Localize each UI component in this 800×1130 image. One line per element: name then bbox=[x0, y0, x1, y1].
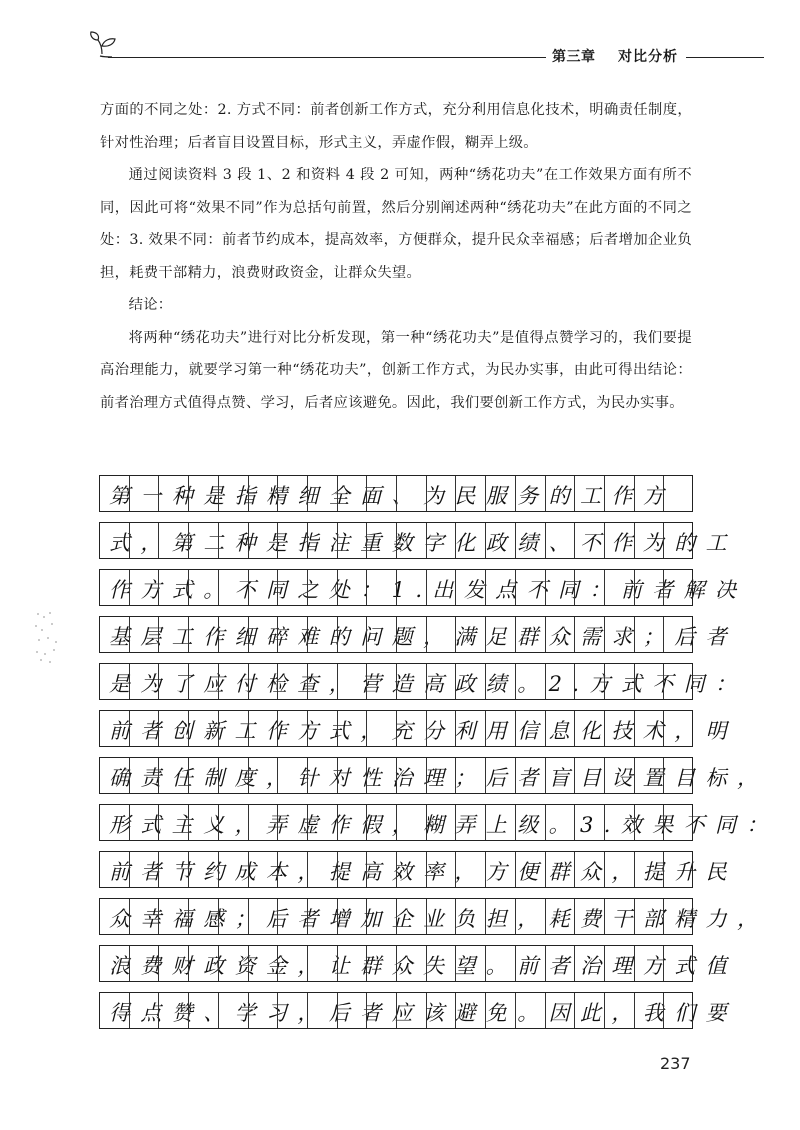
grid-cell-divider bbox=[307, 570, 308, 605]
grid-cell-divider bbox=[396, 664, 397, 699]
grid-row-text: 得点赞、学习，后者应该避免。因此，我们要 bbox=[109, 1001, 737, 1025]
grid-cell-divider bbox=[366, 758, 367, 793]
grid-cell-divider bbox=[515, 852, 516, 887]
grid-cell-divider bbox=[158, 805, 159, 840]
grid-cell-divider bbox=[337, 476, 338, 511]
grid-cell-divider bbox=[307, 476, 308, 511]
grid-cell-divider bbox=[634, 523, 635, 558]
grid-cell-divider bbox=[307, 805, 308, 840]
page-header bbox=[88, 30, 768, 74]
grid-cell-divider bbox=[366, 946, 367, 981]
grid-cell-divider bbox=[426, 993, 427, 1028]
grid-cell-divider bbox=[545, 899, 546, 934]
grid-cell-divider bbox=[574, 617, 575, 652]
paragraph-methods-continued: 方面的不同之处：2. 方式不同：前者创新工作方式，充分利用信息化技术，明确责任制度，针对性治理；后者盲目设置目标，形式主义，弄虚作假，糊弄上级。 bbox=[100, 102, 692, 151]
grid-cell-divider bbox=[158, 899, 159, 934]
grid-cell-divider bbox=[455, 711, 456, 746]
grid-cell-divider bbox=[366, 805, 367, 840]
grid-cell-divider bbox=[158, 617, 159, 652]
grid-cell-divider bbox=[188, 852, 189, 887]
grid-cell-divider bbox=[188, 993, 189, 1028]
grid-row-text: 众幸福感；后者增加企业负担，耗费干部精力， bbox=[109, 907, 769, 931]
answer-grid bbox=[99, 475, 778, 1039]
grid-cell-divider bbox=[515, 993, 516, 1028]
grid-cell-divider bbox=[188, 899, 189, 934]
grid-cell-divider bbox=[188, 711, 189, 746]
grid-cell-divider bbox=[158, 946, 159, 981]
grid-cell-divider bbox=[485, 946, 486, 981]
grid-cell-divider bbox=[129, 523, 130, 558]
grid-cell-divider bbox=[396, 805, 397, 840]
grid-cell-divider bbox=[277, 523, 278, 558]
grid-cell-divider bbox=[604, 946, 605, 981]
grid-cell-divider bbox=[277, 617, 278, 652]
grid-cell-divider bbox=[307, 899, 308, 934]
grid-cell-divider bbox=[218, 523, 219, 558]
grid-cell-divider bbox=[248, 993, 249, 1028]
grid-cell-divider bbox=[515, 946, 516, 981]
grid-cell-divider bbox=[515, 476, 516, 511]
grid-cell-divider bbox=[188, 570, 189, 605]
grid-cell-divider bbox=[574, 946, 575, 981]
grid-cell-divider bbox=[366, 711, 367, 746]
grid-cell-divider bbox=[366, 899, 367, 934]
grid-row-text: 第一种是指精细全面、为民服务的工作方 bbox=[109, 484, 675, 508]
grid-cell-divider bbox=[545, 711, 546, 746]
grid-row-text: 基层工作细碎难的问题，满足群众需求；后者 bbox=[109, 625, 737, 649]
grid-cell-divider bbox=[426, 523, 427, 558]
grid-cell-divider bbox=[515, 570, 516, 605]
grid-cell-divider bbox=[485, 993, 486, 1028]
chapter-label: 第三章 bbox=[552, 49, 596, 65]
grid-cell-divider bbox=[248, 664, 249, 699]
grid-cell-divider bbox=[337, 664, 338, 699]
grid-cell-divider bbox=[515, 899, 516, 934]
grid-cell-divider bbox=[277, 993, 278, 1028]
grid-cell-divider bbox=[366, 993, 367, 1028]
grid-cell-divider bbox=[634, 476, 635, 511]
grid-cell-divider bbox=[337, 523, 338, 558]
grid-cell-divider bbox=[248, 570, 249, 605]
grid-cell-divider bbox=[337, 852, 338, 887]
grid-cell-divider bbox=[337, 711, 338, 746]
grid-cell-divider bbox=[545, 946, 546, 981]
grid-cell-divider bbox=[248, 946, 249, 981]
paragraph-conclusion: 将两种“绣花功夫”进行对比分析发现，第一种“绣花功夫”是值得点赞学习的，我们要提高治理能力，就要学习第一种“绣花功夫”，创新工作方式，为民办实事，由此可得出结论：前者治理方式值得点赞、学习，后者应该避免。因此，我们要创新工作方式，为民办实事。 bbox=[100, 329, 692, 411]
grid-row bbox=[99, 569, 747, 606]
grid-cell-divider bbox=[248, 852, 249, 887]
grid-cell-divider bbox=[307, 664, 308, 699]
grid-cell-divider bbox=[485, 476, 486, 511]
grid-cell-divider bbox=[426, 570, 427, 605]
grid-cell-divider bbox=[574, 758, 575, 793]
grid-cell-divider bbox=[366, 664, 367, 699]
grid-cell-divider bbox=[218, 617, 219, 652]
grid-cell-divider bbox=[366, 523, 367, 558]
grid-cell-divider bbox=[574, 476, 575, 511]
grid-cell-divider bbox=[129, 852, 130, 887]
grid-cell-divider bbox=[307, 852, 308, 887]
grid-cell-divider bbox=[604, 805, 605, 840]
grid-cell-divider bbox=[366, 476, 367, 511]
grid-row bbox=[99, 898, 769, 935]
grid-cell-divider bbox=[396, 946, 397, 981]
grid-cell-divider bbox=[366, 852, 367, 887]
grid-row-text: 前者创新工作方式，充分利用信息化技术，明 bbox=[109, 719, 737, 743]
grid-cell-divider bbox=[455, 476, 456, 511]
margin-smudge-mark bbox=[30, 608, 70, 666]
grid-row bbox=[99, 992, 737, 1029]
grid-cell-divider bbox=[515, 617, 516, 652]
grid-cell-divider bbox=[634, 758, 635, 793]
grid-cell-divider bbox=[307, 711, 308, 746]
sprout-leaf-icon bbox=[88, 30, 118, 58]
grid-cell-divider bbox=[515, 523, 516, 558]
grid-cell-divider bbox=[455, 664, 456, 699]
grid-cell-divider bbox=[426, 711, 427, 746]
grid-cell-divider bbox=[129, 617, 130, 652]
grid-cell-divider bbox=[574, 899, 575, 934]
grid-cell-divider bbox=[545, 758, 546, 793]
grid-cell-divider bbox=[634, 570, 635, 605]
grid-cell-divider bbox=[277, 852, 278, 887]
grid-cell-divider bbox=[515, 758, 516, 793]
grid-cell-divider bbox=[663, 758, 664, 793]
grid-cell-divider bbox=[485, 758, 486, 793]
grid-cell-divider bbox=[396, 899, 397, 934]
grid-cell-divider bbox=[574, 664, 575, 699]
grid-cell-divider bbox=[248, 617, 249, 652]
grid-cell-divider bbox=[396, 711, 397, 746]
grid-cell-divider bbox=[574, 523, 575, 558]
grid-cell-divider bbox=[604, 758, 605, 793]
grid-row bbox=[99, 851, 737, 888]
grid-cell-divider bbox=[158, 523, 159, 558]
grid-cell-divider bbox=[366, 617, 367, 652]
grid-cell-divider bbox=[604, 711, 605, 746]
grid-cell-divider bbox=[634, 946, 635, 981]
grid-cell-divider bbox=[188, 805, 189, 840]
grid-cell-divider bbox=[337, 570, 338, 605]
grid-cell-divider bbox=[455, 570, 456, 605]
grid-cell-divider bbox=[307, 993, 308, 1028]
grid-cell-divider bbox=[396, 523, 397, 558]
grid-cell-divider bbox=[218, 899, 219, 934]
grid-cell-divider bbox=[158, 711, 159, 746]
grid-cell-divider bbox=[426, 664, 427, 699]
grid-cell-divider bbox=[455, 993, 456, 1028]
grid-cell-divider bbox=[277, 570, 278, 605]
grid-cell-divider bbox=[277, 711, 278, 746]
grid-cell-divider bbox=[248, 523, 249, 558]
grid-cell-divider bbox=[218, 993, 219, 1028]
grid-cell-divider bbox=[277, 805, 278, 840]
grid-cell-divider bbox=[634, 993, 635, 1028]
grid-cell-divider bbox=[604, 476, 605, 511]
grid-cell-divider bbox=[663, 523, 664, 558]
grid-cell-divider bbox=[396, 852, 397, 887]
grid-cell-divider bbox=[634, 852, 635, 887]
grid-cell-divider bbox=[545, 805, 546, 840]
grid-cell-divider bbox=[337, 993, 338, 1028]
grid-cell-divider bbox=[218, 664, 219, 699]
grid-cell-divider bbox=[604, 617, 605, 652]
grid-cell-divider bbox=[545, 570, 546, 605]
grid-cell-divider bbox=[337, 805, 338, 840]
grid-cell-divider bbox=[485, 570, 486, 605]
header-rule-left bbox=[108, 57, 546, 58]
grid-cell-divider bbox=[129, 899, 130, 934]
grid-cell-divider bbox=[455, 946, 456, 981]
grid-row-text: 浪费财政资金，让群众失望。前者治理方式值 bbox=[109, 954, 737, 978]
grid-cell-divider bbox=[663, 476, 664, 511]
grid-cell-divider bbox=[574, 993, 575, 1028]
paragraph-effects: 通过阅读资料 3 段 1、2 和资料 4 段 2 可知，两种“绣花功夫”在工作效果方面有所不同，因此可将“效果不同”作为总括句前置，然后分别阐述两种“绣花功夫”在此方面的不同之处：3. 效果不同：前者节约成本，提高效率，方便群众，提升民众幸福感；后者增加企业负担，耗费干部精力，浪费财政资金，让群众失望。 bbox=[100, 167, 692, 281]
grid-cell-divider bbox=[604, 899, 605, 934]
grid-row bbox=[99, 522, 737, 559]
grid-cell-divider bbox=[218, 852, 219, 887]
grid-cell-divider bbox=[574, 852, 575, 887]
grid-cell-divider bbox=[218, 476, 219, 511]
grid-cell-divider bbox=[455, 617, 456, 652]
grid-cell-divider bbox=[545, 993, 546, 1028]
grid-cell-divider bbox=[129, 570, 130, 605]
grid-cell-divider bbox=[485, 805, 486, 840]
grid-row-text: 是为了应付检查，营造高政绩。2.方式不同： bbox=[109, 672, 747, 696]
grid-cell-divider bbox=[277, 664, 278, 699]
grid-cell-divider bbox=[426, 946, 427, 981]
grid-cell-divider bbox=[574, 805, 575, 840]
grid-cell-divider bbox=[337, 946, 338, 981]
grid-cell-divider bbox=[426, 805, 427, 840]
grid-cell-divider bbox=[515, 711, 516, 746]
grid-cell-divider bbox=[634, 664, 635, 699]
grid-cell-divider bbox=[663, 852, 664, 887]
grid-cell-divider bbox=[545, 617, 546, 652]
grid-cell-divider bbox=[129, 805, 130, 840]
grid-cell-divider bbox=[129, 946, 130, 981]
grid-cell-divider bbox=[396, 617, 397, 652]
grid-cell-divider bbox=[396, 993, 397, 1028]
grid-cell-divider bbox=[396, 476, 397, 511]
grid-cell-divider bbox=[218, 758, 219, 793]
grid-row-text: 形式主义，弄虚作假，糊弄上级。3.效果不同： bbox=[109, 813, 778, 837]
grid-row-text: 确责任制度，针对性治理；后者盲目设置目标， bbox=[109, 766, 769, 790]
grid-cell-divider bbox=[188, 476, 189, 511]
grid-cell-divider bbox=[426, 617, 427, 652]
grid-cell-divider bbox=[129, 711, 130, 746]
grid-cell-divider bbox=[426, 758, 427, 793]
grid-cell-divider bbox=[634, 617, 635, 652]
grid-cell-divider bbox=[248, 805, 249, 840]
conclusion-heading: 结论： bbox=[128, 297, 173, 313]
grid-cell-divider bbox=[337, 899, 338, 934]
grid-cell-divider bbox=[188, 664, 189, 699]
grid-row bbox=[99, 710, 737, 747]
grid-row bbox=[99, 804, 778, 841]
grid-cell-divider bbox=[366, 570, 367, 605]
grid-cell-divider bbox=[604, 664, 605, 699]
grid-cell-divider bbox=[158, 852, 159, 887]
grid-cell-divider bbox=[663, 664, 664, 699]
grid-cell-divider bbox=[277, 946, 278, 981]
grid-cell-divider bbox=[158, 570, 159, 605]
grid-cell-divider bbox=[158, 664, 159, 699]
grid-cell-divider bbox=[545, 476, 546, 511]
grid-cell-divider bbox=[663, 617, 664, 652]
grid-cell-divider bbox=[634, 899, 635, 934]
grid-cell-divider bbox=[426, 476, 427, 511]
grid-cell-divider bbox=[663, 570, 664, 605]
grid-row-text: 作方式。不同之处：1.出发点不同：前者解决 bbox=[109, 578, 747, 602]
grid-row bbox=[99, 945, 737, 982]
grid-cell-divider bbox=[307, 758, 308, 793]
header-rule-right bbox=[686, 57, 764, 58]
grid-cell-divider bbox=[129, 758, 130, 793]
grid-cell-divider bbox=[188, 946, 189, 981]
grid-cell-divider bbox=[129, 664, 130, 699]
grid-cell-divider bbox=[485, 664, 486, 699]
grid-cell-divider bbox=[396, 570, 397, 605]
grid-cell-divider bbox=[663, 805, 664, 840]
grid-cell-divider bbox=[158, 993, 159, 1028]
grid-row bbox=[99, 757, 769, 794]
chapter-title: 对比分析 bbox=[618, 49, 678, 65]
page-number: 237 bbox=[660, 1054, 691, 1073]
grid-cell-divider bbox=[604, 993, 605, 1028]
grid-cell-divider bbox=[248, 711, 249, 746]
grid-cell-divider bbox=[455, 805, 456, 840]
grid-cell-divider bbox=[129, 476, 130, 511]
grid-cell-divider bbox=[218, 711, 219, 746]
grid-row bbox=[99, 663, 747, 700]
grid-cell-divider bbox=[663, 899, 664, 934]
grid-cell-divider bbox=[663, 946, 664, 981]
body-text bbox=[100, 94, 692, 419]
grid-cell-divider bbox=[574, 711, 575, 746]
grid-cell-divider bbox=[485, 852, 486, 887]
grid-cell-divider bbox=[396, 758, 397, 793]
grid-cell-divider bbox=[337, 758, 338, 793]
grid-cell-divider bbox=[604, 852, 605, 887]
grid-cell-divider bbox=[277, 476, 278, 511]
grid-row-text: 式，第二种是指注重数字化政绩、不作为的工 bbox=[109, 531, 737, 555]
grid-row bbox=[99, 616, 737, 653]
grid-cell-divider bbox=[515, 805, 516, 840]
grid-cell-divider bbox=[307, 946, 308, 981]
grid-cell-divider bbox=[218, 805, 219, 840]
grid-cell-divider bbox=[188, 758, 189, 793]
grid-cell-divider bbox=[188, 523, 189, 558]
grid-cell-divider bbox=[663, 711, 664, 746]
grid-cell-divider bbox=[574, 570, 575, 605]
grid-cell-divider bbox=[455, 758, 456, 793]
grid-cell-divider bbox=[634, 711, 635, 746]
grid-cell-divider bbox=[485, 711, 486, 746]
grid-cell-divider bbox=[515, 664, 516, 699]
grid-cell-divider bbox=[485, 899, 486, 934]
grid-cell-divider bbox=[307, 617, 308, 652]
grid-cell-divider bbox=[455, 852, 456, 887]
grid-cell-divider bbox=[277, 758, 278, 793]
grid-cell-divider bbox=[248, 899, 249, 934]
grid-cell-divider bbox=[634, 805, 635, 840]
grid-cell-divider bbox=[158, 758, 159, 793]
grid-cell-divider bbox=[188, 617, 189, 652]
grid-cell-divider bbox=[604, 570, 605, 605]
grid-cell-divider bbox=[307, 523, 308, 558]
grid-cell-divider bbox=[545, 664, 546, 699]
grid-cell-divider bbox=[426, 852, 427, 887]
grid-cell-divider bbox=[663, 993, 664, 1028]
grid-cell-divider bbox=[545, 523, 546, 558]
grid-cell-divider bbox=[337, 617, 338, 652]
grid-cell-divider bbox=[485, 523, 486, 558]
grid-cell-divider bbox=[455, 523, 456, 558]
grid-cell-divider bbox=[604, 523, 605, 558]
grid-cell-divider bbox=[248, 476, 249, 511]
grid-row bbox=[99, 475, 693, 512]
grid-cell-divider bbox=[129, 993, 130, 1028]
grid-row-text: 前者节约成本，提高效率，方便群众，提升民 bbox=[109, 860, 737, 884]
grid-cell-divider bbox=[485, 617, 486, 652]
grid-cell-divider bbox=[218, 946, 219, 981]
grid-cell-divider bbox=[545, 852, 546, 887]
grid-cell-divider bbox=[218, 570, 219, 605]
grid-cell-divider bbox=[455, 899, 456, 934]
grid-cell-divider bbox=[158, 476, 159, 511]
grid-cell-divider bbox=[426, 899, 427, 934]
grid-cell-divider bbox=[277, 899, 278, 934]
grid-cell-divider bbox=[248, 758, 249, 793]
